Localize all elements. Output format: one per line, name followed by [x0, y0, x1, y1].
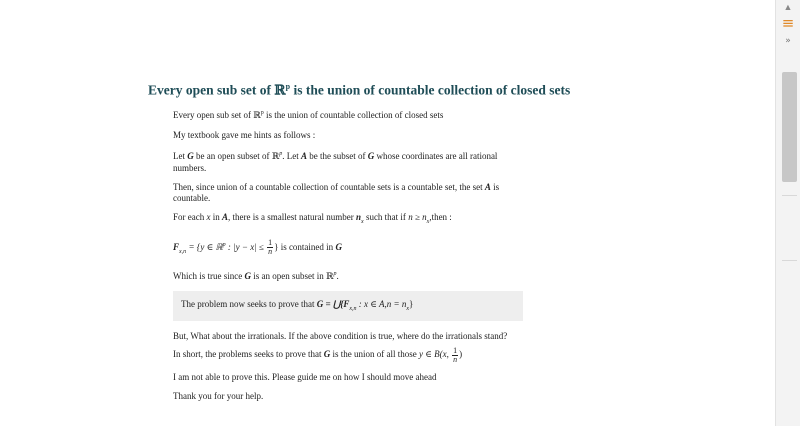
- p1-set: ℝ: [253, 111, 261, 121]
- p5-c: , there is a smallest natural number: [228, 212, 356, 222]
- title-text-suffix: is the union of countable collection of closed sets: [290, 82, 571, 98]
- p5-A: A: [222, 212, 229, 222]
- question-title[interactable]: [148, 82, 570, 99]
- formula-fraction: [267, 239, 273, 256]
- p5-a: For each: [173, 212, 207, 222]
- vertical-scrollbar[interactable]: [775, 0, 800, 426]
- p3-G: G: [187, 151, 194, 161]
- p6-G: G: [244, 270, 251, 281]
- p6-b: is an open subset in: [250, 270, 326, 281]
- paragraph-1: [173, 108, 523, 122]
- quote-a: The problem now seeks to prove that: [181, 298, 317, 309]
- formula-den: n: [268, 247, 273, 257]
- title-text: Every open sub set of: [148, 82, 275, 98]
- p3-sup: p: [279, 151, 283, 157]
- p8-num: 1: [453, 345, 458, 355]
- p1-text: Every open sub set of: [173, 110, 254, 120]
- p8-G: G: [323, 349, 331, 360]
- p5-d: such that if: [363, 212, 409, 222]
- paragraph-2: My textbook gave me hints as follows :: [173, 130, 316, 140]
- p8-a: In short, the problems seeks to prove that: [173, 349, 324, 360]
- p3-b: be an open subset of: [193, 151, 272, 161]
- p6-sup: p: [333, 270, 337, 277]
- question-body: [173, 108, 523, 410]
- p5-condsub: x: [426, 218, 430, 225]
- blockquote: [173, 291, 523, 322]
- paragraph-7: But, What about the irrationals. If the above condition is true, where do the irrationals stand?: [173, 331, 508, 342]
- p6-set: ℝ: [325, 271, 334, 282]
- p3-G2: G: [367, 151, 375, 161]
- title-set-sup: p: [285, 82, 291, 91]
- p1-suffix: is the union of countable collection of closed sets: [263, 110, 444, 120]
- formula-eq: = {y ∈ ℝ: [186, 241, 223, 252]
- formula-F: F: [173, 241, 180, 252]
- p3-c: . Let: [282, 151, 301, 161]
- formula-line: [173, 236, 523, 261]
- paragraph-4: [173, 182, 523, 204]
- formula-G: G: [335, 241, 342, 252]
- formula-close: }: [274, 241, 279, 252]
- p8-math: y ∈ B(x,: [418, 349, 452, 360]
- formula-mid: : |y − x| ≤: [225, 241, 267, 252]
- paragraph-6: [173, 269, 523, 283]
- p1-sup: p: [260, 110, 264, 116]
- scrollbar-thumb[interactable]: [782, 72, 797, 182]
- p5-nsub: x: [361, 218, 364, 225]
- p8-close: ): [459, 349, 463, 360]
- p4-A: A: [484, 182, 491, 192]
- scrollbar-marker: [782, 260, 797, 261]
- quote-close: }: [409, 298, 414, 309]
- p8-b: is the union of all those: [330, 349, 419, 360]
- p6-a: Which is true since: [173, 270, 245, 281]
- p5-b: in: [210, 212, 223, 222]
- menu-icon[interactable]: ≡: [781, 14, 795, 32]
- p6-c: .: [336, 270, 339, 281]
- formula-num: 1: [268, 238, 273, 248]
- formula-sup: p: [222, 241, 226, 248]
- paragraph-10: Thank you for your help.: [173, 390, 264, 401]
- p5-n: n: [356, 212, 362, 222]
- p3-e: whose coordinates are all rational numbers.: [173, 151, 498, 173]
- p4-b: is countable.: [173, 182, 500, 203]
- scrollbar-marker: [782, 195, 797, 196]
- p5-cond: n ≥ n: [408, 212, 427, 222]
- formula-Fsub: x,n: [179, 248, 187, 255]
- p4-a: Then, since union of a countable collection of countable sets is a countable set, the set: [173, 182, 485, 192]
- p3-a: Let: [173, 151, 188, 161]
- formula-tail: is contained in: [278, 241, 336, 252]
- title-set-symbol: ℝ: [274, 82, 286, 99]
- p3-A: A: [300, 151, 307, 161]
- p5-x: x: [206, 212, 211, 222]
- p8-den: n: [453, 354, 458, 364]
- quote-math: G = ⋃{F: [316, 298, 350, 309]
- quote-math2: : x ∈ A,n = n: [356, 298, 407, 309]
- p8-fraction: [452, 347, 458, 364]
- p3-d: be the subset of: [306, 151, 368, 161]
- paragraph-5: [173, 212, 523, 228]
- scroll-up-arrow-icon[interactable]: ▲: [783, 2, 793, 12]
- paragraph-8: [173, 345, 523, 363]
- quote-sub2: x: [406, 305, 410, 312]
- p5-e: ,then :: [429, 212, 452, 222]
- paragraph-9: I am not able to prove this. Please guide me on how I should move ahead: [173, 371, 437, 382]
- quote-sub: x,n: [349, 305, 357, 312]
- expand-icon[interactable]: »: [785, 36, 791, 46]
- paragraph-3: [173, 149, 523, 174]
- p3-set: ℝ: [271, 152, 280, 162]
